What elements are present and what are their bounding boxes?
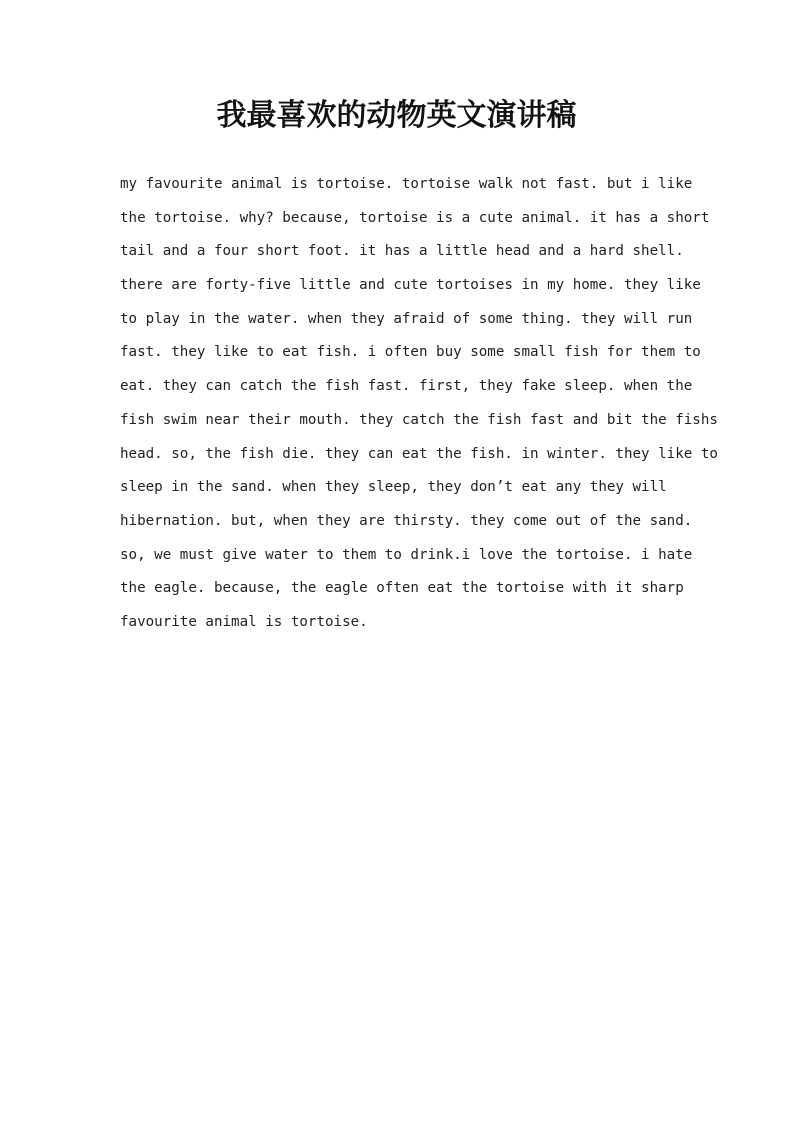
body-line: so, we must give water to them to drink.i love the tortoise. i hate [120, 546, 693, 563]
body-line: hibernation. but, when they are thirsty. they come out of the sand. [120, 512, 693, 529]
body-line: sleep in the sand. when they sleep, they don’t eat any they will [120, 479, 667, 496]
body-line: fish swim near their mouth. they catch the fish fast and bit the fishs [120, 411, 718, 428]
body-line: to play in the water. when they afraid of some thing. they will run [120, 310, 693, 327]
document-body [120, 168, 718, 640]
body-line: eat. they can catch the fish fast. first, they fake sleep. when the [120, 378, 693, 395]
body-line: there are forty-five little and cute tortoises in my home. they like [120, 277, 701, 294]
body-line: fast. they like to eat fish. i often buy some small fish for them to [120, 344, 701, 361]
body-line: the tortoise. why? because, tortoise is a cute animal. it has a short [120, 209, 710, 226]
body-line: head. so, the fish die. they can eat the fish. in winter. they like to [120, 445, 718, 462]
body-line: my favourite animal is tortoise. tortoise walk not fast. but i like [120, 176, 693, 192]
body-line: the eagle. because, the eagle often eat the tortoise with it sharp [120, 580, 684, 597]
body-line: favourite animal is tortoise. [120, 613, 368, 630]
body-line: tail and a four short foot. it has a little head and a hard shell. [120, 243, 684, 260]
document-title: 我最喜欢的动物英文演讲稿 [216, 98, 577, 133]
